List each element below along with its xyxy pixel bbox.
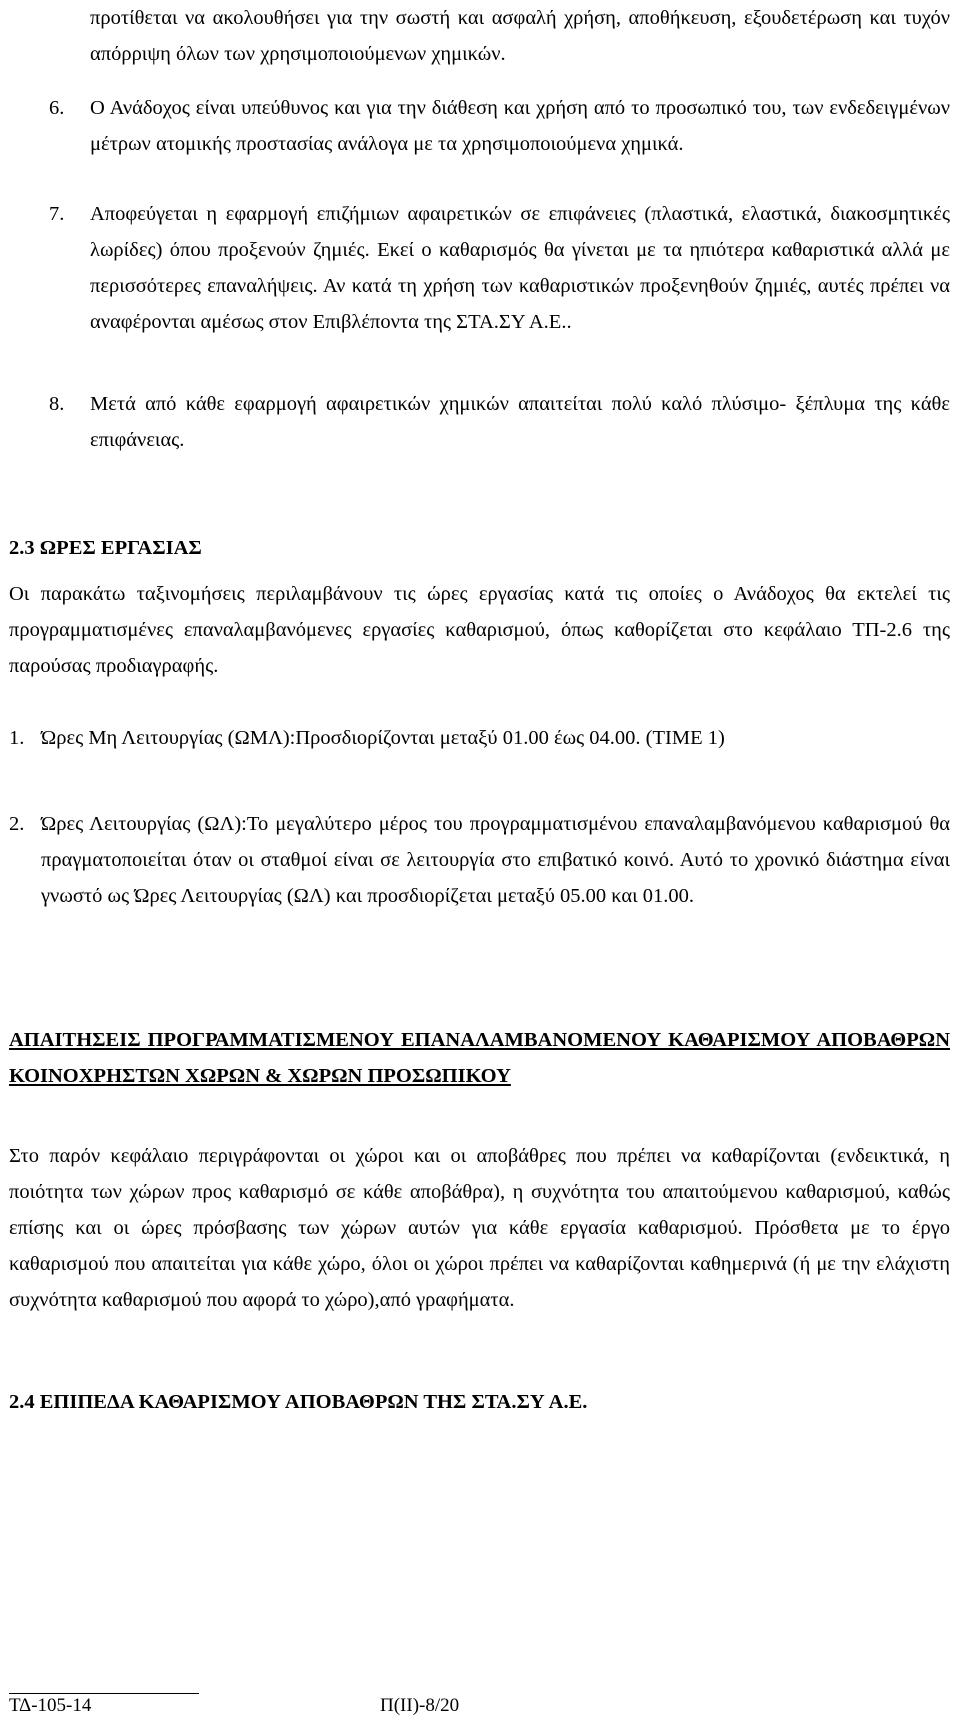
list-number: 2.	[9, 813, 25, 835]
list-text: Ώρες Λειτουργίας (ΩΛ):Το μεγαλύτερο μέρος του προγραμματισμένου επαναλαμβανόμενου καθαρισμού θα πραγματοποιείται όταν οι σταθμοί είναι σε λειτουργία στο επιβατικό κοινό. Αυτό το χρονικό διάστημα είναι γνωστό ως Ώρες Λειτουργίας (ΩΛ) και προσδιορίζεται μεταξύ 05.00 και 01.00.	[41, 813, 950, 907]
requirements-heading: ΑΠΑΙΤΗΣΕΙΣ ΠΡΟΓΡΑΜΜΑΤΙΣΜΕΝΟΥ ΕΠΑΝΑΛΑΜΒΑΝΟΜΕΝΟΥ ΚΑΘΑΡΙΣΜΟΥ ΑΠΟΒΑΘΡΩΝ ΚΟΙΝΟΧΡΗΣΤΩΝ ΧΩΡΩΝ & ΧΩΡΩΝ ΠΡΟΣΩΠΙΚΟΥ	[9, 1029, 950, 1087]
list-text: Αποφεύγεται η εφαρμογή επιζήμιων αφαιρετικών σε επιφάνειες (πλαστικά, ελαστικά, διακοσμητικές λωρίδες) όπου προξενούν ζημιές. Εκεί ο καθαρισμός θα γίνεται με τα ηπιότερα καθαριστικά αλλά με περισσότερες επαναλήψεις. Αν κατά τη χρήση των καθαριστικών προξενηθούν ζημιές, αυτές πρέπει να αναφέρονται αμέσως στον Επιβλέποντα της ΣΤΑ.ΣΥ Α.Ε..	[90, 203, 950, 333]
list-text: Ο Ανάδοχος είναι υπεύθυνος και για την διάθεση και χρήση από το προσωπικό του, των ενδεδειγμένων μέτρων ατομικής προστασίας ανάλογα με τα χρησιμοποιούμενα χημικά.	[90, 97, 950, 155]
continuation-paragraph: προτίθεται να ακολουθήσει για την σωστή και ασφαλή χρήση, αποθήκευση, εξουδετέρωση και τυχόν απόρριψη όλων των χρησιμοποιούμενων χημικών.	[90, 7, 950, 65]
requirements-body: Στο παρόν κεφάλαιο περιγράφονται οι χώροι και οι αποβάθρες που πρέπει να καθαρίζονται (ενδεικτικά, η ποιότητα των χώρων προς καθαρισμό σε κάθε αποβάθρα), η συχνότητα του απαιτούμενου καθαρισμού, καθώς επίσης και οι ώρες πρόσβασης των χώρων αυτών για κάθε εργασία καθαρισμού. Πρόσθετα με το έργο καθαρισμού που απαιτείται για κάθε χώρο, όλοι οι χώροι πρέπει να καθαρίζονται καθημερινά (ή με την ελάχιστη συχνότητα καθαρισμού που αφορά το χώρο),από γραφήματα.	[9, 1145, 950, 1311]
footer-doc-code: ΤΔ-105-14	[9, 1695, 92, 1716]
list-text: Ώρες Μη Λειτουργίας (ΩΜΛ):Προσδιορίζονται μεταξύ 01.00 έως 04.00. (ΤΙΜΕ 1)	[41, 727, 725, 749]
section-2-3-intro: Οι παρακάτω ταξινομήσεις περιλαμβάνουν τις ώρες εργασίας κατά τις οποίες ο Ανάδοχος θα εκτελεί τις προγραμματισμένες επαναλαμβανόμενες εργασίες καθαρισμού, όπως καθορίζεται στο κεφάλαιο ΤΠ-2.6 της παρούσας προδιαγραφής.	[9, 583, 950, 677]
list-number: 8.	[49, 393, 65, 415]
list-text: Μετά από κάθε εφαρμογή αφαιρετικών χημικών απαιτείται πολύ καλό πλύσιμο- ξέπλυμα της κάθε επιφάνειας.	[90, 393, 950, 451]
section-heading-2-3: 2.3 ΩΡΕΣ ΕΡΓΑΣΙΑΣ	[9, 537, 202, 559]
list-number: 7.	[49, 203, 65, 225]
section-heading-2-4: 2.4 ΕΠΙΠΕΔΑ ΚΑΘΑΡΙΣΜΟΥ ΑΠΟΒΑΘΡΩΝ ΤΗΣ ΣΤΑ.ΣΥ Α.Ε.	[9, 1391, 588, 1413]
list-number: 1.	[9, 727, 25, 749]
list-number: 6.	[49, 97, 65, 119]
footer-page-number: Π(ΙΙ)-8/20	[380, 1695, 460, 1716]
